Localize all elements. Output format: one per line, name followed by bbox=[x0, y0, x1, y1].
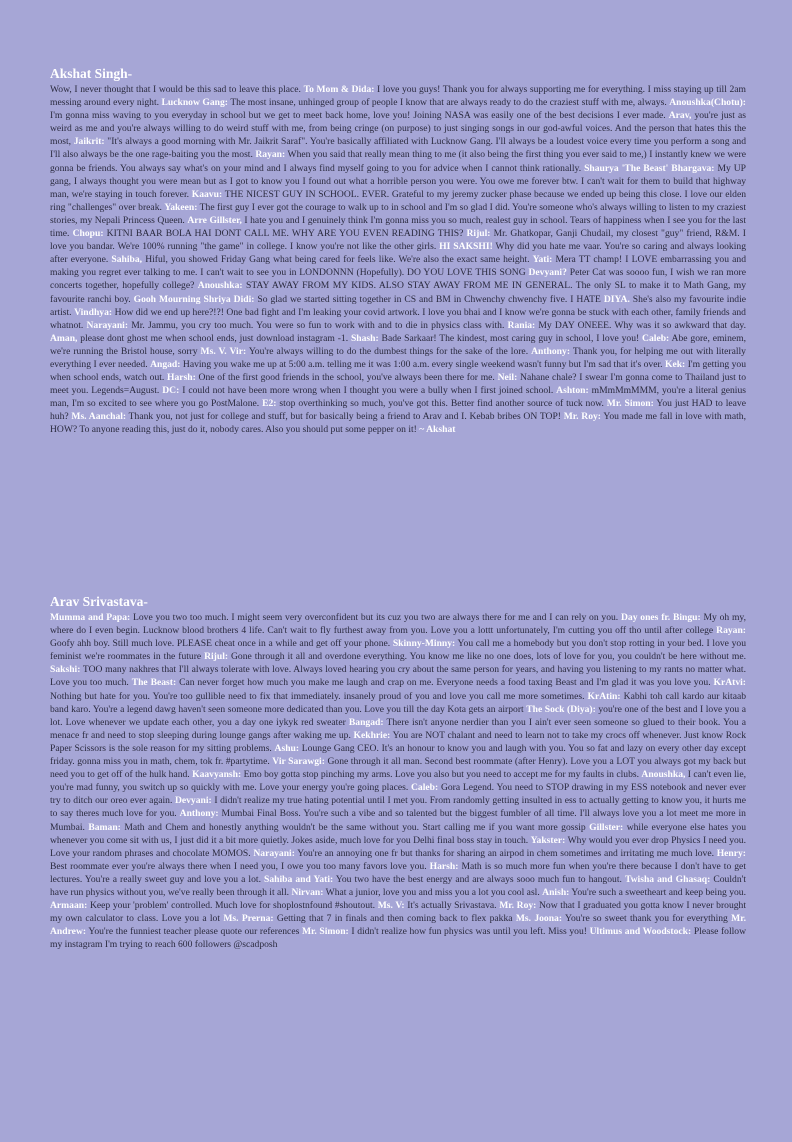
entry-body bbox=[50, 83, 746, 437]
person-name: Baman: bbox=[88, 821, 121, 833]
person-name: Day ones fr. Bingu: bbox=[620, 612, 701, 623]
message-text: You made me fall in love with math, HOW? To anyone reading this, just do it, nobody cares. Also you should put some pepper on it! bbox=[50, 411, 746, 436]
person-name: Vir Sarawgi: bbox=[272, 756, 325, 768]
person-name: KrAtin: bbox=[587, 690, 621, 702]
message-text: It's actually Srivastava. bbox=[404, 900, 500, 912]
person-name: Rayan: bbox=[255, 149, 286, 161]
person-name: Yakeen: bbox=[164, 201, 198, 213]
message-text: Why would you ever drop Physics I need you. Love your random phrases and chocolate MOMOS. bbox=[50, 834, 747, 859]
message-text: Nahane chale? I swear I'm gonna come to Thailand just to meet you. Legends=August. bbox=[50, 372, 747, 397]
message-text: Bade Sarkaar! The kindest, most caring guy in school, I love you! bbox=[378, 332, 643, 344]
message-text: I'm getting you when school ends, watch out. bbox=[50, 358, 746, 384]
person-name: ~ Akshat bbox=[419, 424, 456, 436]
message-text: Nothing but hate for you. You're too gullible need to fix that immediately. insanely proud of you and love you call me more sometimes. bbox=[50, 690, 588, 702]
person-name: Mr. Simon: bbox=[606, 398, 654, 410]
person-name: Kekhrie: bbox=[353, 729, 391, 741]
person-name: Devyani: bbox=[174, 795, 212, 807]
person-name: Aman, bbox=[50, 332, 78, 344]
message-text: I didn't realize my true hating potential until I met you. From randomly getting insulted in ess to actually getting to know you, it hurts me to say theres much love for you. bbox=[50, 795, 747, 820]
message-text: "It's always a good morning with Mr. Jaikrit Saraf". You're basically affiliated with Lucknow Gang. I'll always be a loudest voice every time you perform a song and I'll also always be the one rage-baiting you the most. bbox=[50, 136, 746, 161]
person-name: Caleb: bbox=[411, 782, 439, 794]
message-text: Abe gore, eminem, we're running the Bristol house, sorry bbox=[50, 332, 746, 357]
message-text: I'm gonna miss waving to you everyday in school but we get to meet back home, love you! Joining NASA was easily one of the best decisions I ever made. bbox=[50, 110, 669, 122]
entry-arav bbox=[50, 594, 746, 951]
message-text: Now that I graduated you gotta know I never brought my own calculator to class. Love you a lot bbox=[50, 900, 747, 925]
message-text: you're one of the best and I love you a lot. Love whenever we update each other, you a day one iykyk red sweater bbox=[50, 703, 746, 728]
message-text: stop overthinking so much, you've got this. Better find another source of tuck now. bbox=[276, 398, 607, 410]
message-text: Love you two too much. I might seem very overconfident but its cuz you two are always there for me and I can rely on you. bbox=[130, 612, 621, 623]
person-name: Shash: bbox=[350, 332, 379, 344]
message-text: Kabhi toh call kardo aur kitaab band karo. You're a legend dawg haven't seen someone more dedicated than you. Love you till the day Kota gets an airport bbox=[50, 690, 747, 715]
person-name: Yati: bbox=[532, 254, 553, 266]
message-text: Goofy ahh boy. Still much love. PLEASE cheat once in a while and get off your phone. bbox=[50, 638, 393, 650]
person-name: Shaurya 'The Beast' Bhargava: bbox=[584, 162, 715, 174]
message-text: One of the first good friends in the school, you've always been there for me. bbox=[195, 372, 498, 384]
person-name: Mumma and Papa: bbox=[50, 612, 131, 623]
message-text: You're an annoying one fr but thanks for sharing an airpod in chem sometimes and irritating me much love. bbox=[294, 847, 717, 859]
person-name: Chopu: bbox=[72, 228, 104, 240]
person-name: Ms. Joona: bbox=[515, 913, 563, 925]
person-name: Harsh: bbox=[167, 372, 196, 384]
person-name: Anish: bbox=[542, 886, 570, 898]
message-text: You just HAD to leave huh? bbox=[50, 398, 746, 423]
message-text: You're the funniest teacher please quote our references bbox=[86, 926, 302, 938]
person-name: Jaikrit: bbox=[73, 136, 105, 148]
person-name: Bangad: bbox=[348, 716, 384, 728]
person-name: Rijul: bbox=[466, 228, 491, 240]
person-name: Mr. Roy: bbox=[563, 411, 602, 423]
message-text: Wow, I never thought that I would be this sad to leave this place. bbox=[50, 84, 304, 95]
message-text: I could not have been more wrong when I thought you were a bully when I first joined school. bbox=[179, 385, 557, 397]
person-name: Mr. Simon: bbox=[301, 926, 349, 938]
message-text: My UP gang, I always thought you were mean but as I got to know you I found out what a horrible person you were. You owe me forever btw. I can't wait for them to build that highway man, we're staying in touch forever. bbox=[50, 162, 746, 200]
person-name: Narayani: bbox=[86, 319, 129, 331]
message-text: Thank you, for helping me out with literally everything I ever needed. bbox=[50, 345, 746, 370]
message-text: Gora Legend. You need to STOP drawing in my ESS notebook and never ever try to ditch our oreo ever again. bbox=[50, 782, 746, 807]
person-name: Sahiba and Yati: bbox=[264, 873, 334, 885]
message-text: Why did you hate me vaar. You're so caring and always looking after everyone. bbox=[50, 241, 746, 266]
person-name: Yakster: bbox=[530, 834, 566, 846]
message-text: mMmMmMMM, you're a literal genius man, I'm so excited to see where you go PostMalone. bbox=[50, 385, 746, 410]
person-name: Devyani? bbox=[528, 267, 567, 279]
person-name: Mr. Andrew: bbox=[50, 913, 746, 938]
person-name: Anoushka, bbox=[641, 769, 686, 781]
person-name: Ashu: bbox=[274, 742, 300, 754]
message-text: please dont ghost me when school ends, just download instagram -1. bbox=[77, 332, 351, 344]
message-text: THE NICEST GUY IN SCHOOL. EVER. Grateful to my jeremy zucker phase because we ended up being this close. I love our elden ring "challenges" over break. bbox=[50, 188, 747, 213]
person-name: Ms. Aanchal: bbox=[71, 411, 127, 423]
entry-heading: Akshat Singh- bbox=[50, 66, 133, 81]
message-text: Emo boy gotta stop pinching my arms. Love you also but you need to accept me for my faults in clubs. bbox=[241, 769, 642, 781]
message-text: Couldn't have run physics without you, we've really been through it all. bbox=[50, 873, 747, 898]
message-text: Gone through it all and overdone everything. You know me like no one does, lots of love for you, you couldn't be here without me. bbox=[228, 651, 746, 663]
person-name: Gillster: bbox=[589, 821, 624, 833]
person-name: Anthony: bbox=[531, 345, 571, 357]
person-name: E2: bbox=[262, 398, 277, 410]
person-name: DC: bbox=[162, 385, 180, 397]
message-text: My oh my, where do I even begin. Lucknow blood brothers 4 life. Can't wait to fly furthest away from you. Love you a lottt unfortunately, I'm cutting you off tho until after college bbox=[50, 612, 746, 637]
message-text: How did we end up here?!?! One bad fight and I'm leaking your covid artwork. I love you bhai and I know we're gonna be stuck with each other, family friends and whatnot. bbox=[50, 306, 746, 331]
message-text: while everyone else hates you whenever you come sit with us, I just did it a bit more quietly. Jokes aside, much love for you Delhi final boss stay in touch. bbox=[50, 821, 746, 846]
message-text: She's also my favourite indie artist. bbox=[50, 293, 746, 318]
person-name: Narayani: bbox=[253, 847, 295, 859]
message-text: Thank you, not just for college and stuff, but for basically being a friend to Arav and I. Kebab bribes ON TOP! bbox=[126, 411, 564, 423]
person-name: Ms. V: bbox=[377, 900, 405, 912]
message-text: You're always willing to do the dumbest things for the sake of the lore. bbox=[246, 345, 532, 357]
message-text: Keep your 'problem' controlled. Much love for shoplostnfound #shoutout. bbox=[87, 900, 378, 912]
message-text: When you said that really mean thing to me (it also being the first thing you ever said to me,) I instantly knew we were gonna be friends. You always say what's on your mind and I always find myself going to you for advice when I cannot think rationally. bbox=[50, 149, 747, 174]
message-text: Math is so much more fun when you're there because I don't have to get lectures. You're a really sweet guy and love you a lot. bbox=[50, 860, 746, 885]
message-text: I hate you and I genuinely think I'm gonna miss you so much, realest guy in school. Tears of happiness when I see you for the last time. bbox=[50, 214, 747, 240]
message-text: You call me a homebody but you don't stop rotting in your bed. I love you feminist we're roommates in the future bbox=[50, 638, 746, 663]
message-text: I love you guys! Thank you for always supporting me for everything. I miss staying up till 2am messing around every night. bbox=[50, 84, 746, 109]
person-name: Kaavyansh: bbox=[192, 769, 242, 781]
message-text: Mr. Jammu, you cry too much. You were so fun to work with and to die in physics class with. bbox=[128, 319, 508, 331]
person-name: Ms. Prerna: bbox=[223, 913, 274, 925]
message-text: My DAY ONEEE. Why was it so awkward that day. bbox=[535, 319, 746, 331]
message-text: You're such a sweetheart and keep being you. bbox=[569, 886, 747, 898]
person-name: Vindhya: bbox=[74, 306, 113, 318]
person-name: Rania: bbox=[507, 319, 536, 331]
message-text: Getting that 7 in finals and then coming back to flex pakka bbox=[273, 913, 516, 925]
entry-akshat bbox=[50, 66, 746, 437]
message-text: Having you wake me up at 5:00 a.m. telling me it was 1:00 a.m. every single weekend wasn't funny but I'm sad that it's over. bbox=[180, 358, 665, 370]
person-name: HI SAKSHI! bbox=[439, 241, 493, 253]
person-name: The Beast: bbox=[131, 677, 177, 689]
entry-body bbox=[50, 611, 746, 951]
person-name: Skinny-Minny: bbox=[392, 638, 456, 650]
message-text: What a junior, love you and miss you a lot you cool asl. bbox=[323, 886, 543, 898]
person-name: To Mom & Dida: bbox=[303, 84, 375, 95]
message-text: You are NOT chalant and need to learn not to take my crocs off whenever. Just know Rock Paper Scissors is the sole reason for my sitting problems. bbox=[50, 729, 746, 754]
person-name: Kaavu: bbox=[191, 188, 223, 200]
person-name: Nirvan: bbox=[291, 886, 324, 898]
person-name: DIYA. bbox=[603, 293, 630, 305]
message-text: Best roommate ever you're always there when I need you, I owe you too many favors love you. bbox=[50, 860, 430, 872]
message-text: Math and Chem and honestly anything wouldn't be the same without you. Start calling me if you want more gossip bbox=[120, 821, 590, 833]
message-text: You're so sweet thank you for everything bbox=[562, 913, 732, 925]
message-text: Mr. Ghatkopar, Ganji Chudail, my closest "guy" friend, R&M. I love you bandar. We're 100% running "the game" in college. I know you're not like the other girls. bbox=[50, 228, 746, 253]
message-text: STAY AWAY FROM MY KIDS. ALSO STAY AWAY FROM ME IN GENERAL. The only SL to make it to Math Gang, my favourite ranchi boy. bbox=[50, 280, 746, 305]
person-name: Anoushka(Chotu): bbox=[669, 97, 746, 109]
person-name: Armaan: bbox=[50, 900, 88, 912]
person-name: Rayan: bbox=[716, 625, 746, 637]
person-name: Kek: bbox=[664, 358, 686, 370]
person-name: Gooh Mourning Shriya Didi: bbox=[133, 293, 255, 305]
person-name: Caleb: bbox=[642, 332, 670, 344]
person-name: Anoushka: bbox=[197, 280, 243, 292]
person-name: KrAtvi: bbox=[713, 677, 747, 689]
person-name: Arav, bbox=[668, 110, 692, 122]
message-text: Gone through it all man. Second best roommate (after Henry). Love you a LOT you always got my back but need you to get off of the hulk hand. bbox=[50, 756, 747, 781]
message-text: you're just as weird as me and you're always willing to do weird stuff with me, from being cringe (on purpose) to just singing songs in our god-awful voices. And the person that hates this the most, bbox=[50, 110, 746, 148]
message-text: You two have the best energy and are always sooo much fun to hangout. bbox=[333, 873, 625, 885]
message-text: Please follow my instagram I'm trying to reach 600 followers @scadposh bbox=[50, 926, 747, 951]
person-name: The Sock (Diya): bbox=[526, 703, 596, 715]
message-text: Hiful, you showed Friday Gang what being cared for feels like. We're also the exact same height. bbox=[142, 254, 533, 266]
message-text: Lounge Gang CEO. It's an honour to know you and laugh with you. You so fat and lazy on every other day except friday. gonna miss you in math, chem, tok fr. #partytime. bbox=[50, 742, 746, 768]
message-text: There isn't anyone nerdier than you I ain't ever seen someone so glued to their book. You a menace fr and need to stop sleeping during lounge gangs after waking me up. bbox=[50, 716, 746, 741]
entry-heading: Arav Srivastava- bbox=[50, 594, 148, 609]
person-name: Henry: bbox=[716, 847, 746, 859]
message-text: Mera TT champ! I LOVE embarrassing you and making you regret ever talking to me. I can't wait to see you in LONDONNN (Hopefully). DO YOU LOVE THIS SONG bbox=[50, 254, 746, 279]
person-name: Angad: bbox=[150, 358, 181, 370]
person-name: Ms. V. Vir: bbox=[200, 345, 247, 357]
person-name: Rijul: bbox=[204, 651, 229, 663]
person-name: Neil: bbox=[497, 372, 518, 384]
message-text: I didn't realize how fun physics was until you left. Miss you! bbox=[348, 926, 590, 938]
message-text: The most insane, unhinged group of people I know that are always ready to do the craziest stuff with me, always. bbox=[228, 97, 670, 109]
person-name: Mr. Roy: bbox=[499, 900, 537, 912]
person-name: Ashton: bbox=[556, 385, 589, 397]
message-text: I can't even lie, you're mad funny, you switch up so quickly with me. Love your energy you're going places. bbox=[50, 769, 747, 794]
person-name: Sahiba, bbox=[111, 254, 143, 266]
person-name: Harsh: bbox=[429, 860, 459, 872]
person-name: Arre Gillster, bbox=[187, 214, 242, 226]
message-text: The first guy I ever got the courage to walk up to in school and I'm so glad I did. You're someone who's always willing to listen to my craziest stories, my Nepali Princess Queen. bbox=[50, 201, 746, 226]
message-text: Mumbai Final Boss. You're such a vibe and so talented but the biggest fumbler of all time. I'll always love you a lot meet me more in Mumbai. bbox=[50, 808, 746, 833]
message-text: KITNI BAAR BOLA HAI DONT CALL ME. WHY ARE YOU EVEN READING THIS? bbox=[103, 228, 467, 240]
message-text: So glad we started sitting together in CS and BM in Chwenchy chwenchy five. I HATE bbox=[254, 293, 604, 305]
person-name: Ultimus and Woodstock: bbox=[589, 926, 692, 938]
message-text: Peter Cat was soooo fun, I wish we ran more concerts together, hopefully college? bbox=[50, 267, 747, 292]
person-name: Lucknow Gang: bbox=[161, 97, 228, 109]
person-name: Anthony: bbox=[179, 808, 219, 820]
message-text: Can never forget how much you make me laugh and crap on me. Everyone needs a food taxing Beast and I'm glad it was you love you. bbox=[176, 677, 714, 689]
person-name: Twisha and Ghasaq: bbox=[624, 873, 711, 885]
person-name: Sakshi: bbox=[50, 664, 81, 676]
message-text: TOO many nakhres that I'll always tolerate with love. Always loved hearing you cry about the same person for years, and having you listening to my rants no matter what. Love you too much. bbox=[50, 664, 746, 689]
